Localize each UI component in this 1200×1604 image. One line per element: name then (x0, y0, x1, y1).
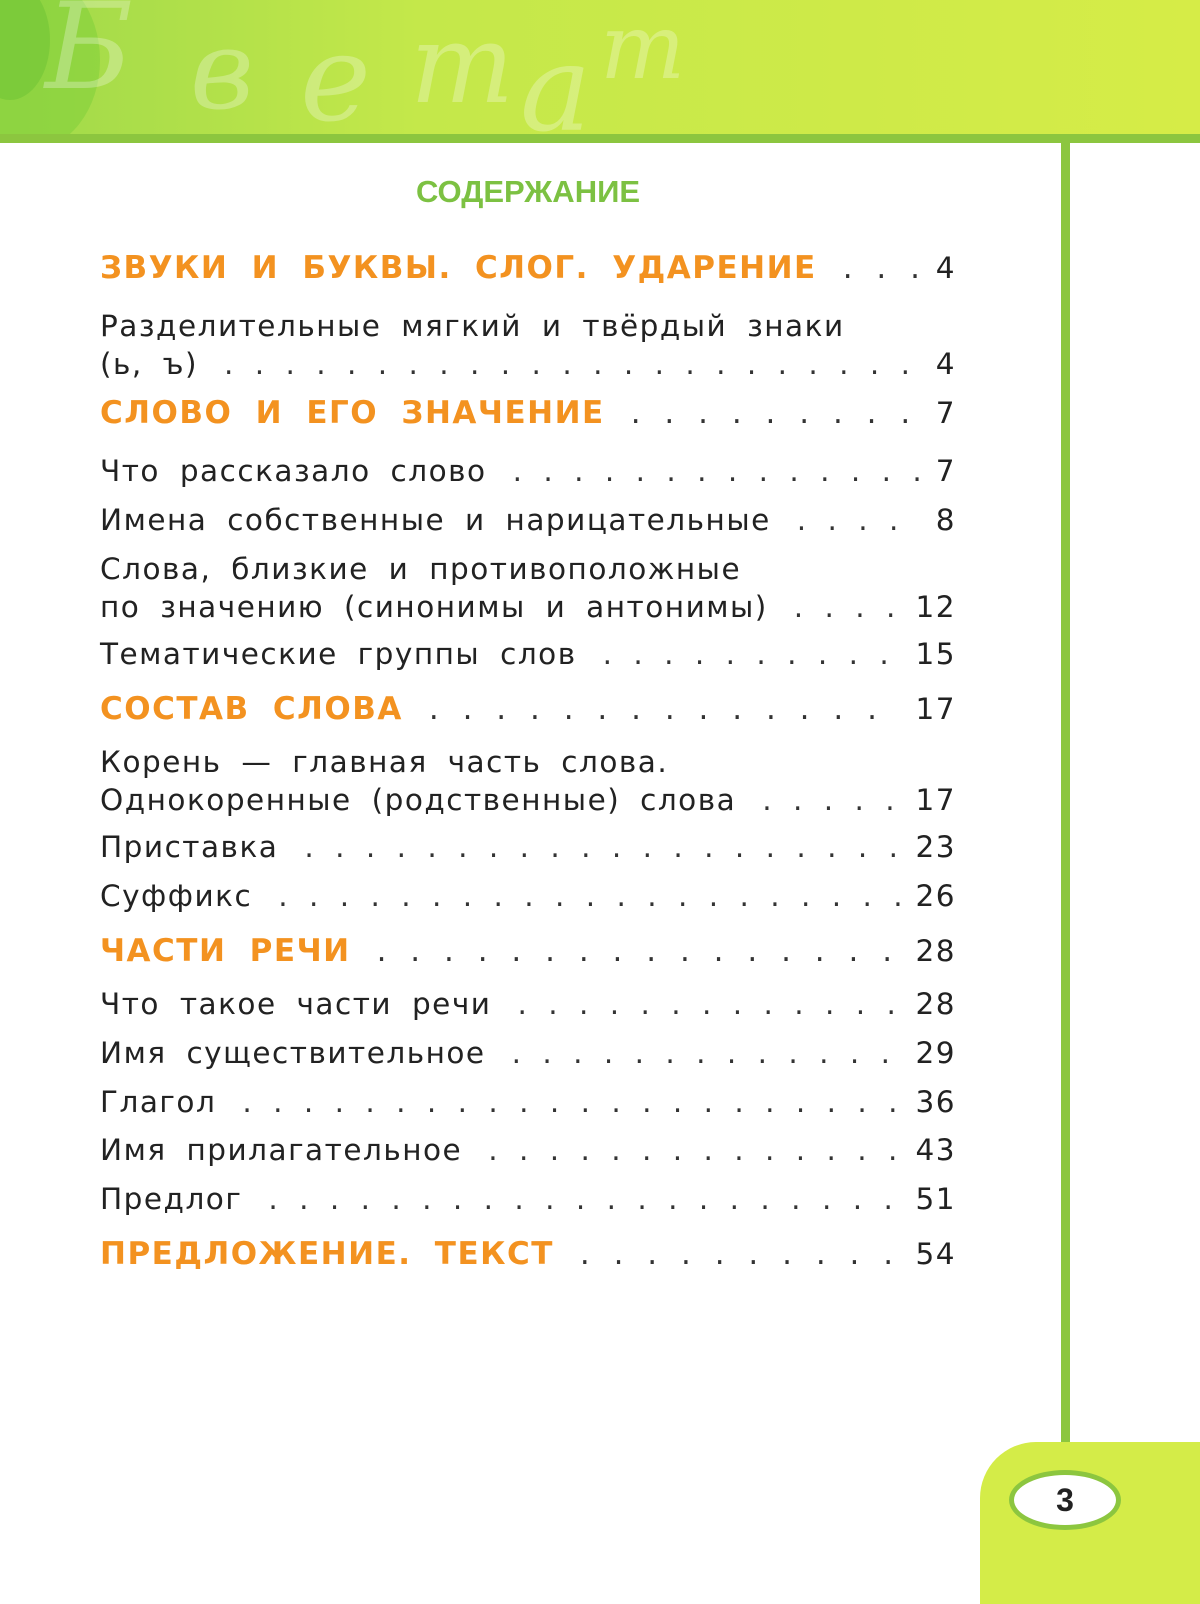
toc-item (100, 550, 956, 626)
toc-page-number: 17 (915, 783, 956, 817)
dot-leader (794, 588, 902, 626)
dot-leader (224, 345, 922, 383)
toc-entry-row (100, 345, 956, 383)
toc-section-title: ЧАСТИ РЕЧИ (100, 933, 351, 969)
dot-leader (603, 635, 902, 673)
toc-page-number: 7 (935, 454, 956, 488)
toc-item-title: по значению (синонимы и антонимы) (100, 590, 768, 624)
toc-entry-row (100, 635, 956, 673)
toc-page-number: 12 (915, 590, 956, 624)
decor-letter: m (600, 0, 686, 100)
toc-item (100, 985, 956, 1023)
dot-leader (429, 689, 902, 729)
page-number: 3 (1009, 1470, 1121, 1530)
toc-item (100, 1083, 956, 1121)
toc-item (100, 452, 956, 490)
decor-letter: Б (45, 0, 134, 117)
decor-letter: а (520, 20, 592, 134)
toc-item-title: Что такое части речи (100, 987, 492, 1021)
toc-section (100, 931, 956, 971)
dot-leader (797, 501, 922, 539)
toc-entry-row (100, 1180, 956, 1218)
toc-entry-row (100, 828, 956, 866)
toc-item-title: (ь, ъ) (100, 347, 199, 381)
toc-section (100, 393, 956, 433)
toc-page-number: 17 (915, 692, 956, 726)
toc-section-title: ПРЕДЛОЖЕНИЕ. ТЕКСТ (100, 1236, 554, 1272)
toc-item-title: Имена собственные и нарицательные (100, 503, 771, 537)
toc-page-number: 36 (915, 1085, 956, 1119)
toc-item (100, 307, 956, 383)
toc-item-title-line: Разделительные мягкий и твёрдый знаки (100, 309, 845, 343)
dot-leader (488, 1131, 901, 1169)
toc-entry-row (100, 781, 956, 819)
decor-letter: т (410, 0, 515, 128)
toc-item (100, 828, 956, 866)
toc-page-number: 23 (915, 830, 956, 864)
toc-page-number: 43 (915, 1133, 956, 1167)
toc-item-title-line: Слова, близкие и противоположные (100, 552, 742, 586)
dot-leader (268, 1180, 901, 1218)
toc-item-title: Имя прилагательное (100, 1133, 463, 1167)
toc-item (100, 743, 956, 819)
toc-section-title: СОСТАВ СЛОВА (100, 691, 403, 727)
toc-page-number: 28 (915, 934, 956, 968)
toc-item (100, 877, 956, 915)
dot-leader (377, 931, 902, 971)
toc-item-title: Что рассказало слово (100, 454, 487, 488)
toc-entry-row (100, 1131, 956, 1169)
toc-page-number: 4 (935, 347, 956, 381)
toc-item-title: Предлог (100, 1182, 243, 1216)
dot-leader (304, 828, 901, 866)
toc-item-title: Имя существительное (100, 1036, 486, 1070)
toc-entry-row (100, 1234, 956, 1274)
toc-item (100, 1180, 956, 1218)
toc-page-number: 28 (915, 987, 956, 1021)
decor-letter: е (300, 10, 372, 134)
toc-entry-row (100, 1034, 956, 1072)
toc-entry-row (100, 931, 956, 971)
toc-item-title: Глагол (100, 1085, 217, 1119)
toc-heading: СОДЕРЖАНИЕ (415, 174, 641, 209)
toc-entry-row (100, 588, 956, 626)
dot-leader (278, 877, 901, 915)
toc-page-number: 26 (915, 879, 956, 913)
toc-section (100, 1234, 956, 1274)
toc-page-number: 8 (935, 503, 956, 537)
dot-leader (580, 1234, 902, 1274)
dot-leader (512, 1034, 902, 1072)
toc-item-title: Приставка (100, 830, 279, 864)
toc-entry-row (100, 393, 956, 433)
toc-item (100, 635, 956, 673)
toc-entry-row (100, 985, 956, 1023)
dot-leader (631, 393, 922, 433)
toc-page-number: 7 (935, 396, 956, 430)
toc-page-number: 54 (915, 1237, 956, 1271)
toc-section-title: СЛОВО И ЕГО ЗНАЧЕНИЕ (100, 395, 605, 431)
dot-leader (517, 985, 901, 1023)
toc-entry-row (100, 689, 956, 729)
toc-page-number: 51 (915, 1182, 956, 1216)
dot-leader (242, 1083, 901, 1121)
toc-item-title: Суффикс (100, 879, 253, 913)
decor-letter: в (190, 6, 255, 134)
dot-leader (513, 452, 922, 490)
toc-entry-row (100, 452, 956, 490)
toc-entry-row (100, 248, 956, 288)
toc-page-number: 4 (935, 251, 956, 285)
dot-leader (762, 781, 901, 819)
toc-page-number: 15 (915, 637, 956, 671)
toc-section-title: ЗВУКИ И БУКВЫ. СЛОГ. УДАРЕНИЕ (100, 250, 817, 286)
toc-entry-row (100, 501, 956, 539)
toc-entry-row (100, 1083, 956, 1121)
toc-item-title-line: Корень — главная часть слова. (100, 745, 669, 779)
toc-item-title: Тематические группы слов (100, 637, 577, 671)
toc-section (100, 248, 956, 288)
toc-item-title: Однокоренные (родственные) слова (100, 783, 737, 817)
toc-page-number: 29 (915, 1036, 956, 1070)
toc-item (100, 1034, 956, 1072)
toc-section (100, 689, 956, 729)
dot-leader (843, 248, 922, 288)
toc-item (100, 501, 956, 539)
toc-entry-row (100, 877, 956, 915)
toc-item (100, 1131, 956, 1169)
